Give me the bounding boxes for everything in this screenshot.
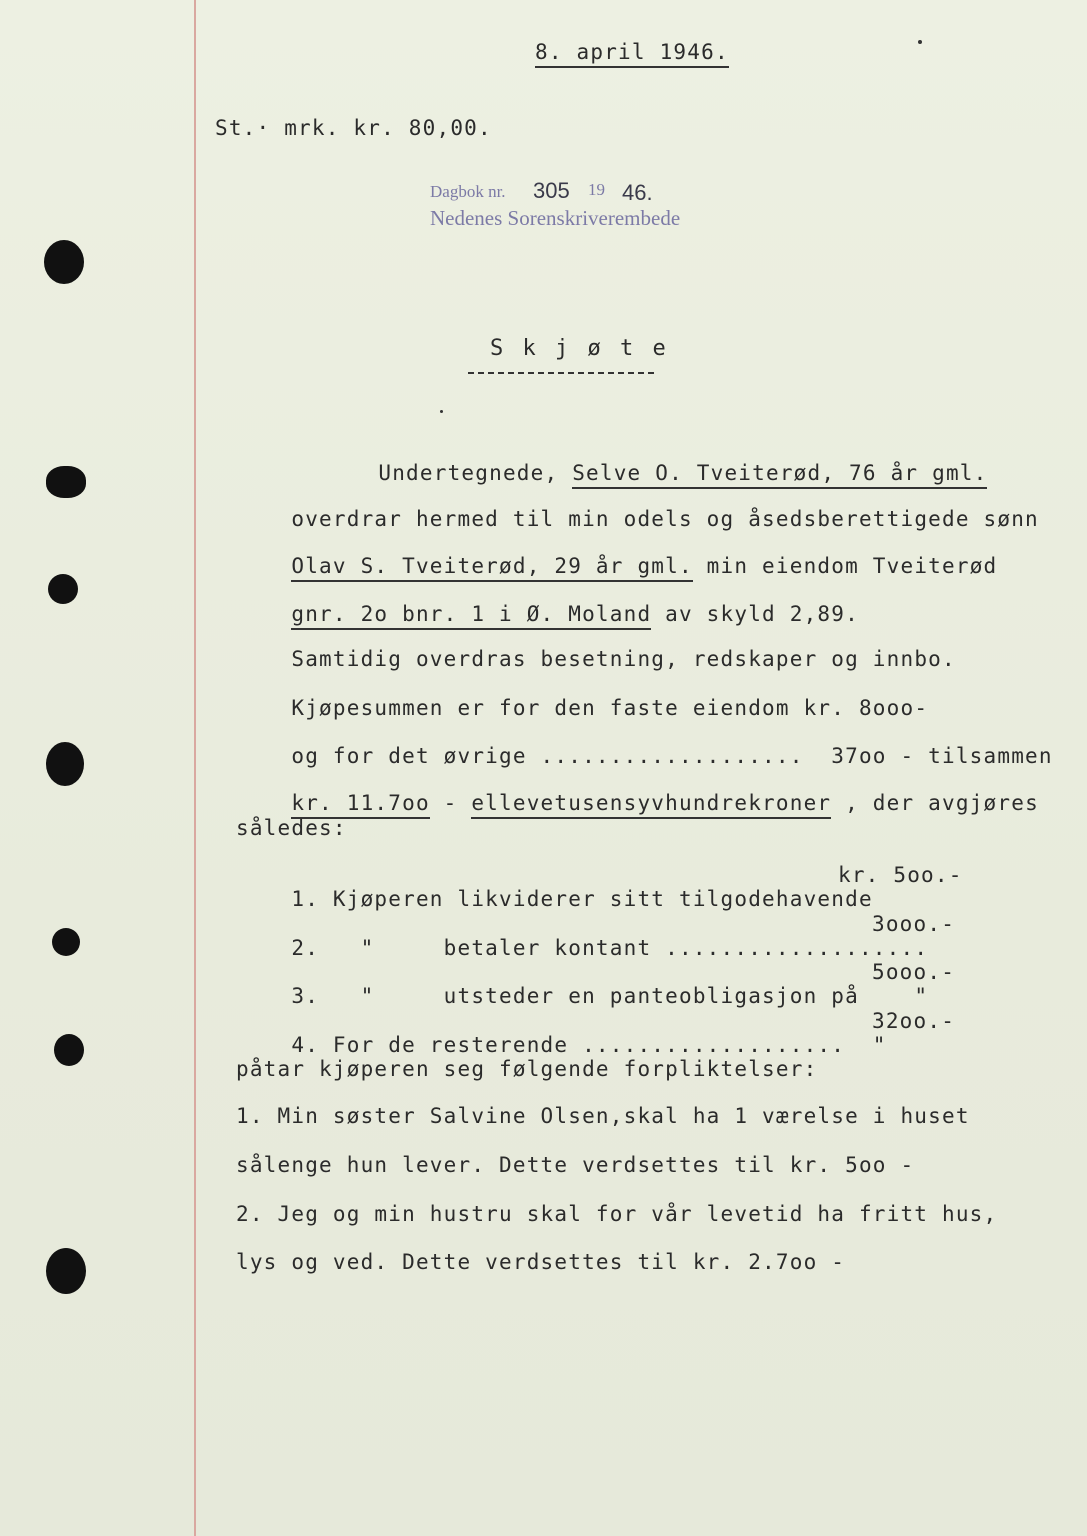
document-title: S k j ø t e xyxy=(490,336,669,361)
obligations-intro: påtar kjøperen seg følgende forpliktelser: xyxy=(236,1057,818,1081)
diary-number: 305 xyxy=(533,178,570,203)
title-underline xyxy=(468,372,654,374)
ink-speck xyxy=(918,40,922,44)
body-line: Kjøpesummen er for den faste eiendom kr. 8ooo- xyxy=(291,696,929,720)
payment-amount: 5ooo.- xyxy=(872,960,956,984)
punch-hole xyxy=(54,1034,84,1066)
punch-hole xyxy=(52,928,80,956)
sum-line: kr. 11.7oo - ellevetusensyvhundrekroner , der avgjøres xyxy=(236,767,1039,839)
punch-hole xyxy=(46,1248,86,1294)
obligation-line: 2. Jeg og min hustru skal for vår levetid ha fritt hus, xyxy=(236,1202,998,1226)
body-line: overdrar hermed til min odels og åsedsberettigede sønn xyxy=(291,507,1039,531)
ink-speck xyxy=(440,410,443,413)
punch-hole xyxy=(46,466,86,498)
body-line: Samtidig overdras besetning, redskaper og innbo. xyxy=(291,647,956,671)
body-line: Undertegnede, Selve O. Tveiterød, 76 år gml. xyxy=(323,437,987,509)
payment-amount: 3ooo.- xyxy=(872,912,956,936)
payment-row: 1. Kjøperen likviderer sitt tilgodehavende xyxy=(291,887,873,911)
diary-label: Dagbok nr. xyxy=(430,182,506,201)
punch-hole xyxy=(46,742,84,786)
payment-row: 4. For de resterende ................... " xyxy=(291,1033,887,1057)
payment-row: 2. " betaler kontant ................... xyxy=(291,936,929,960)
body-line: og for det øvrige ................... 37oo - tilsammen xyxy=(291,744,1053,768)
diary-year: 46. xyxy=(622,180,653,205)
diary-office: Nedenes Sorenskriverembede xyxy=(430,206,681,230)
document-date: 8. april 1946. xyxy=(535,40,729,68)
punch-hole xyxy=(48,574,78,604)
payment-amount: kr. 5oo.- xyxy=(838,863,963,887)
body-line: gnr. 2o bnr. 1 i Ø. Moland av skyld 2,89. xyxy=(236,578,859,650)
stamp-fee: St.· mrk. kr. 80,00. xyxy=(215,116,492,140)
punch-hole xyxy=(44,240,84,284)
obligation-line: lys og ved. Dette verdsettes til kr. 2.7oo - xyxy=(236,1250,846,1274)
obligation-line: sålenge hun lever. Dette verdsettes til kr. 5oo - xyxy=(236,1153,915,1177)
payment-row: 3. " utsteder en panteobligasjon på " xyxy=(291,984,929,1008)
body-line: således: xyxy=(236,816,347,840)
margin-line xyxy=(194,0,196,1536)
body-line: Olav S. Tveiterød, 29 år gml. min eiendom Tveiterød xyxy=(236,530,997,602)
diary-century: 19 xyxy=(588,180,605,199)
payment-amount: 32oo.- xyxy=(872,1009,956,1033)
obligation-line: 1. Min søster Salvine Olsen,skal ha 1 værelse i huset xyxy=(236,1104,970,1128)
